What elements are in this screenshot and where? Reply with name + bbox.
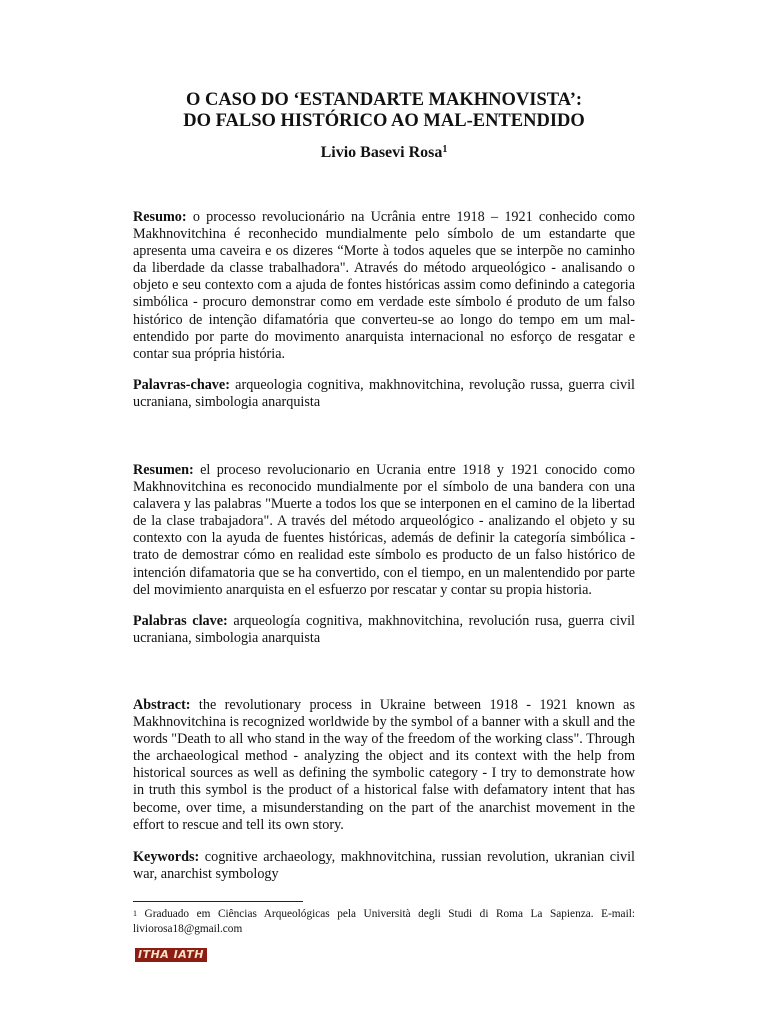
abstract-paragraph xyxy=(133,697,635,834)
author-name: Livio Basevi Rosa xyxy=(320,144,443,161)
keywords-text: cognitive archaeology, makhnovitchina, russian revolution, ukranian civil war, anarchist symbology xyxy=(133,849,635,883)
journal-logo: ITHA IATH xyxy=(135,948,207,962)
resumo-paragraph xyxy=(133,209,635,363)
palavras-chave-text: arqueologia cognitiva, makhnovitchina, revolução russa, guerra civil ucraniana, simbologia anarquista xyxy=(133,377,635,411)
resumen-paragraph xyxy=(133,462,635,599)
palabras-clave-paragraph xyxy=(133,613,635,647)
palavras-chave-label: Palavras-chave: xyxy=(133,377,230,393)
abstract-text: the revolutionary process in Ukraine between 1918 - 1921 known as Makhnovitchina is recognized worldwide by the symbol of a banner with a skull and the words "Death to all who stand in the way of the freedom of the working class". Through the archaeological method - analyzing the object and its context with the help from historical sources as well as defining the symbolic category - I try to demonstrate how in truth this symbol is the product of a historical false with defamatory intent that has become, over time, a misunderstanding on the part of the anarchist movement in the effort to rescue and tell its own story. xyxy=(133,697,635,833)
resumen-label: Resumen: xyxy=(133,462,194,478)
author-line xyxy=(0,143,768,163)
keywords-label: Keywords: xyxy=(133,849,200,865)
title-line-1: O CASO DO ‘ESTANDARTE MAKHNOVISTA’: xyxy=(185,90,583,110)
palabras-clave-text: arqueología cognitiva, makhnovitchina, revolución rusa, guerra civil ucraniana, simbologia anarquista xyxy=(133,613,635,647)
footnote-mark: 1 xyxy=(133,909,137,918)
abstract-label: Abstract: xyxy=(133,697,191,713)
palavras-chave-paragraph xyxy=(133,377,635,411)
resumo-label: Resumo: xyxy=(133,209,187,225)
resumo-text: o processo revolucionário na Ucrânia entre 1918 – 1921 conhecido como Makhnovitchina é reconhecido mundialmente pelo símbolo de um estandarte que apresenta uma caveira e os dizeres “Morte à todos aqueles que se interpõe no caminho da liberdade da classe trabalhadora". Através do método arqueológico - analisando o objeto e seu contexto com a ajuda de fontes históricas assim como definindo a categoria simbólica - procuro demonstrar como em verdade este símbolo é produto de um falso histórico de intenção difamatória que converteu-se ao longo do tempo em um mal-entendido por parte do movimento anarquista internacional no esforço de resgatar e contar sua própria história. xyxy=(133,209,635,362)
resumen-text: el proceso revolucionario en Ucrania entre 1918 y 1921 conocido como Makhnovitchina es reconocido mundialmente por el símbolo de una bandera con una calavera y las palabras "Muerte a todos los que se interponen en el camino de la libertad de la clase trabajadora". A través del método arqueológico - analizando el objeto y su contexto con la ayuda de fuentes históricas, además de definir la categoría simbólica - trato de demostrar cómo en realidad este símbolo es producto de un falso histórico de intención difamatoria que se ha convertido, con el tiempo, en un malentendido por parte del movimiento anarquista en el esfuerzo por rescatar y contar su propia historia. xyxy=(133,462,635,598)
author-footnote-mark[interactable]: 1 xyxy=(442,144,448,155)
palabras-clave-label: Palabras clave: xyxy=(133,613,228,629)
footnote xyxy=(133,907,635,936)
footnote-text: Graduado em Ciências Arqueológicas pela Università degli Studi di Roma La Sapienza. E-mail: liviorosa18@gmail.com xyxy=(133,908,635,935)
keywords-paragraph xyxy=(133,849,635,883)
footnote-divider xyxy=(133,901,303,902)
title-line-2: DO FALSO HISTÓRICO AO MAL-ENTENDIDO xyxy=(183,111,585,131)
